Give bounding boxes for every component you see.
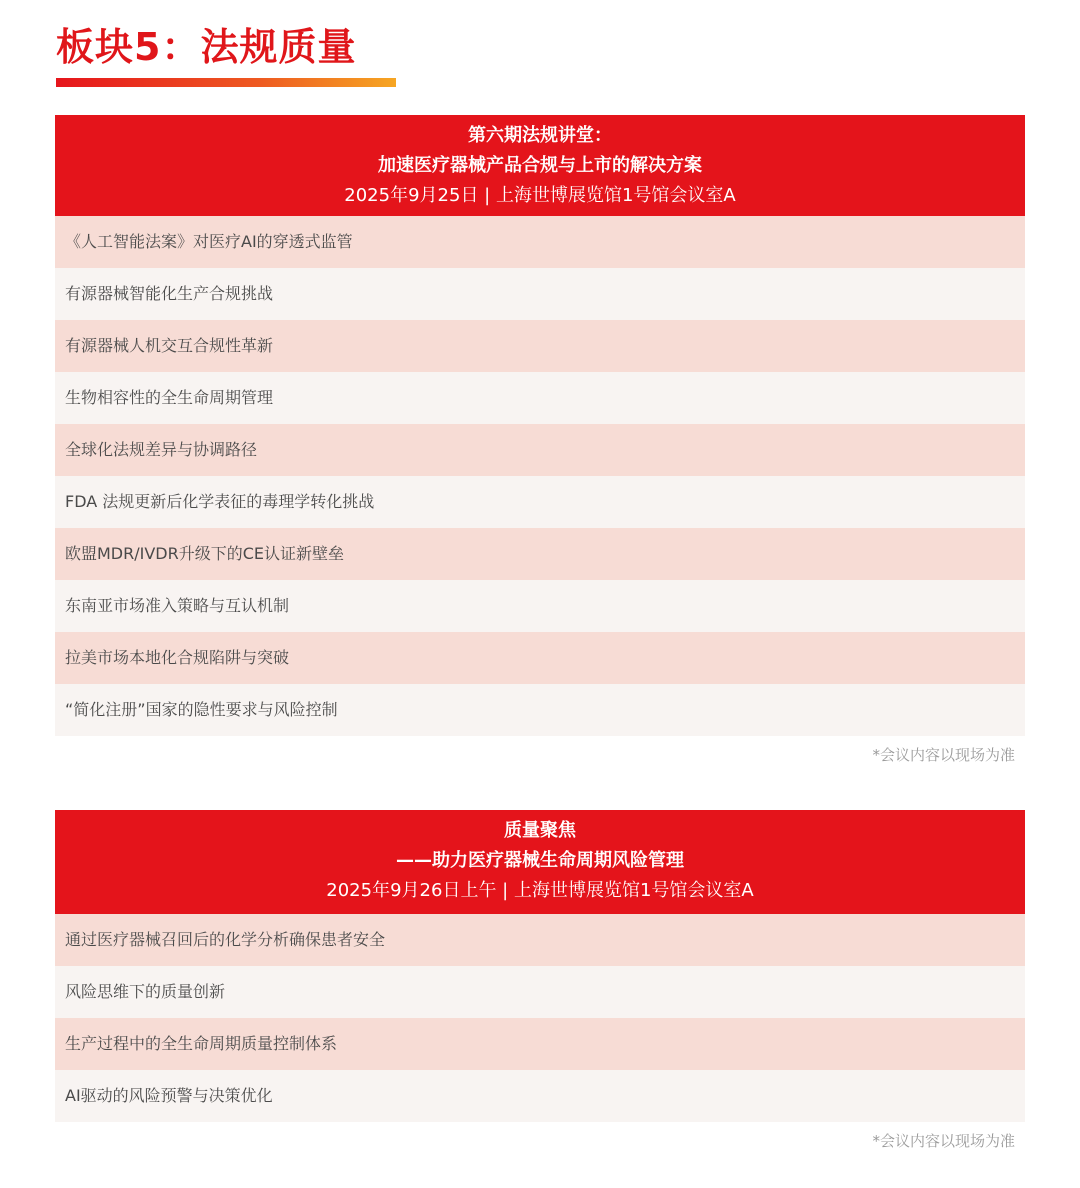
session-quality-focus — [55, 810, 1025, 1122]
topic-row: 拉美市场本地化合规陷阱与突破 — [55, 632, 1025, 684]
footnote: *会议内容以现场为准 — [872, 1132, 1015, 1150]
topic-row: 有源器械智能化生产合规挑战 — [55, 268, 1025, 320]
session-header — [55, 810, 1025, 914]
topic-row: FDA 法规更新后化学表征的毒理学转化挑战 — [55, 476, 1025, 528]
topic-row: AI驱动的风险预警与决策优化 — [55, 1070, 1025, 1122]
topic-row: 全球化法规差异与协调路径 — [55, 424, 1025, 476]
session-header — [55, 115, 1025, 216]
topic-row: 风险思维下的质量创新 — [55, 966, 1025, 1018]
topic-row: 生产过程中的全生命周期质量控制体系 — [55, 1018, 1025, 1070]
topic-row: 《人工智能法案》对医疗AI的穿透式监管 — [55, 216, 1025, 268]
section-title: 板块5：法规质量 — [56, 25, 357, 69]
title-underline — [56, 78, 396, 87]
session-date-venue: 2025年9月25日 | 上海世博展览馆1号馆会议室A — [344, 185, 736, 206]
topic-row: 东南亚市场准入策略与互认机制 — [55, 580, 1025, 632]
topic-row: 欧盟MDR/IVDR升级下的CE认证新壁垒 — [55, 528, 1025, 580]
session-title-line2: ——助力医疗器械生命周期风险管理 — [396, 850, 684, 871]
section-heading — [56, 22, 398, 90]
topic-row: 通过医疗器械召回后的化学分析确保患者安全 — [55, 914, 1025, 966]
topic-row: 生物相容性的全生命周期管理 — [55, 372, 1025, 424]
session-title-line2: 加速医疗器械产品合规与上市的解决方案 — [378, 155, 702, 176]
topic-row: “简化注册”国家的隐性要求与风险控制 — [55, 684, 1025, 736]
footnote: *会议内容以现场为准 — [872, 746, 1015, 764]
session-title-line1: 第六期法规讲堂： — [468, 125, 612, 146]
session-title-line1: 质量聚焦 — [504, 820, 576, 841]
topic-row: 有源器械人机交互合规性革新 — [55, 320, 1025, 372]
session-regulatory-lecture — [55, 115, 1025, 736]
session-date-venue: 2025年9月26日上午 | 上海世博展览馆1号馆会议室A — [326, 880, 754, 901]
